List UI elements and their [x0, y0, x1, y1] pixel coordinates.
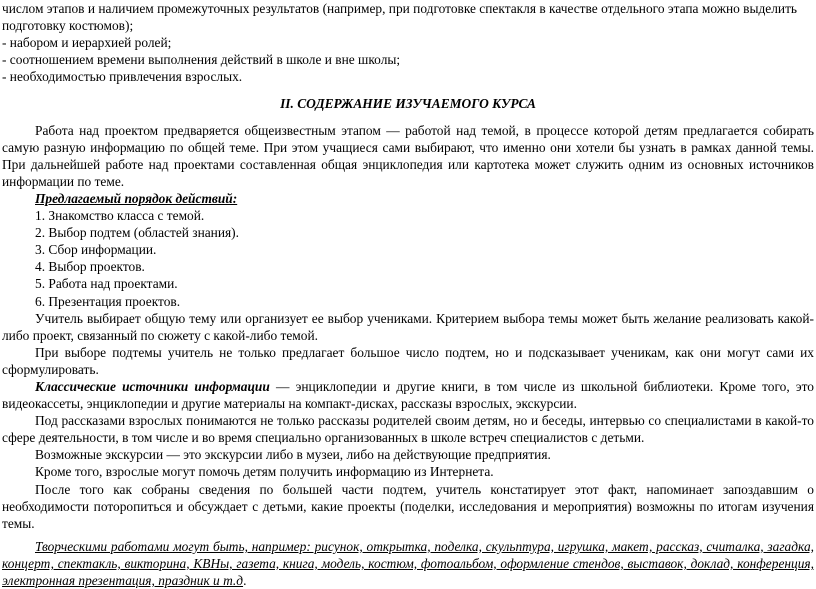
intro-line-1: числом этапов и наличием промежуточных результатов (например, при подготовке спектакля в качестве отдельного этапа можно выделить подготовку костюмов);: [2, 1, 798, 34]
creative-works-text: Творческими работами могут быть, например: рисунок, открытка, поделка, скульптура, игрушка, макет, рассказ, считалка, загадка, концерт, спектакль, викторина, КВНы, газета, книга, модель, костюм, фотоальбом, оформление стендов, выставок, доклад, конференция, электронная презентация, праздник и т.д: [2, 538, 814, 588]
step-item: 5. Работа над проектами.: [35, 276, 178, 292]
step-item: 4. Выбор проектов.: [35, 259, 145, 275]
section-title: II. СОДЕРЖАНИЕ ИЗУЧАЕМОГО КУРСА: [280, 96, 536, 112]
paragraph-sources: [2, 378, 814, 412]
order-heading: Предлагаемый порядок действий:: [35, 190, 238, 206]
creative-works-end: .: [243, 573, 247, 588]
step-item: 1. Знакомство класса с темой.: [35, 208, 205, 224]
paragraph-internet: Кроме того, взрослые могут помочь детям получить информацию из Интернета.: [35, 464, 494, 480]
paragraph-theme-choice: Учитель выбирает общую тему или организует ее выбор учениками. Критерием выбора темы может быть желание реализовать какой-либо проект, связанный по сюжету с какой-либо темой.: [2, 310, 814, 343]
step-item: 2. Выбор подтем (областей знания).: [35, 225, 239, 241]
intro-line-3: - соотношением времени выполнения действий в школе и вне школы;: [2, 52, 401, 68]
sources-rest: — энциклопедии и другие книги, в том числе из школьной библиотеки. Кроме того, это видеокассеты, энциклопедии и другие материалы на компакт-дисках, рассказы взрослых, экскурсии.: [2, 378, 814, 412]
step-item: 6. Презентация проектов.: [35, 293, 181, 309]
step-item: 3. Сбор информации.: [35, 242, 157, 258]
paragraph-excursions: Возможные экскурсии — это экскурсии либо в музеи, либо на действующие предприятия.: [35, 447, 551, 463]
paragraph-creative-works: [2, 538, 814, 589]
paragraph-after-collection: После того как собраны сведения по большей части подтем, учитель констатирует этот факт, напоминает запоздавшим о необходимости поторопиться и обсуждает с детьми, какие проекты (поделки, исследования и мероприятия) возможны по итогам изучения темы.: [2, 481, 814, 531]
paragraph-project-work: Работа над проектом предваряется общеизвестным этапом — работой над темой, в процессе которой детям предлагается собирать самую разную информацию по общей теме. При этом учащиеся сами выбирают, что именно они хотели бы узнать в рамках данной темы. При дальнейшей работе над проектами составленная общая энциклопедия или картотека может служить одним из основных источников информации по теме.: [2, 122, 814, 189]
sources-lead: Классические источники информации: [35, 378, 270, 394]
intro-line-2: - набором и иерархией ролей;: [2, 35, 172, 51]
paragraph-subtheme-choice: При выборе подтемы учитель не только предлагает большое число подтем, но и подсказывает ученикам, как они могут сами их сформулировать.: [2, 344, 814, 377]
intro-line-4: - необходимостью привлечения взрослых.: [2, 69, 243, 85]
paragraph-adult-stories: Под рассказами взрослых понимаются не только рассказы родителей своим детям, но и беседы, интервью со специалистами в какой-то сфере деятельности, в том числе и во время специально организованных в школе встреч специалистов с детьми.: [2, 413, 814, 446]
